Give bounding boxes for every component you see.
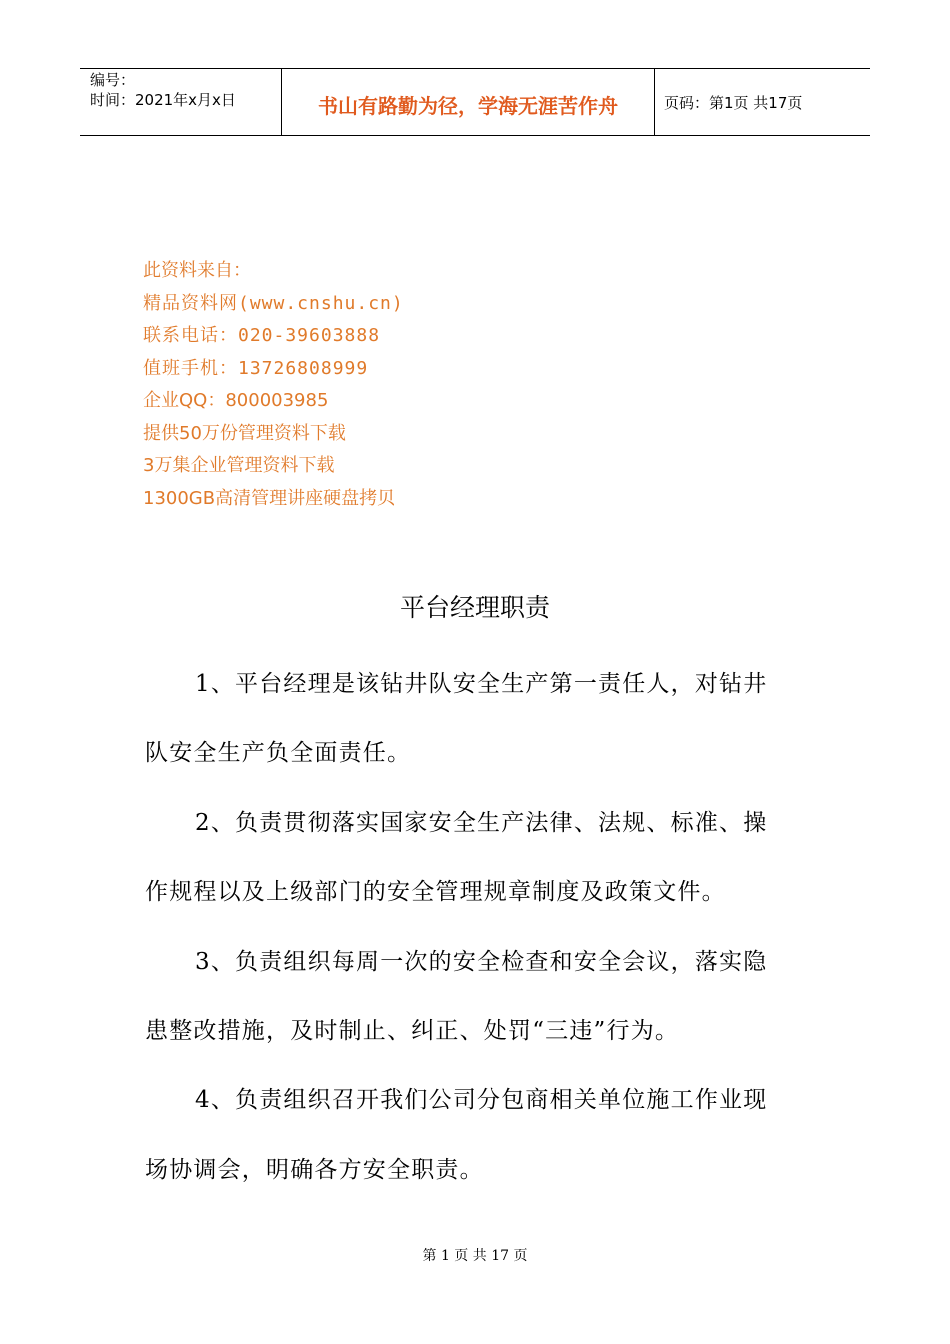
header-top-rule — [80, 68, 870, 69]
promo-line: 此资料来自： — [143, 260, 251, 281]
promo-line: 提供50万份管理资料下载 — [143, 422, 346, 444]
paragraph-line: 患整改措施，及时制止、纠正、处罚“三违”行为。 — [145, 1017, 680, 1044]
header-meta — [90, 70, 236, 110]
promo-block — [143, 255, 404, 515]
promo-line: 精品资料网(www.cnshu.cn) — [143, 292, 404, 314]
promo-line: 3万集企业管理资料下载 — [143, 455, 335, 476]
promo-line: 联系电话：020-39603888 — [143, 325, 381, 346]
body-text — [145, 650, 810, 1205]
paragraph-line: 1、平台经理是该钻井队安全生产第一责任人，对钻井 — [195, 671, 768, 697]
paragraph-line: 队安全生产负全面责任。 — [145, 740, 412, 767]
promo-line: 值班手机：13726808999 — [143, 357, 369, 379]
paragraph-line: 3、负责组织每周一次的安全检查和安全会议，落实隐 — [195, 948, 768, 975]
page-title: 平台经理职责 — [399, 593, 550, 622]
paragraph-line: 作规程以及上级部门的安全管理规章制度及政策文件。 — [145, 879, 726, 906]
promo-line: 1300GB高清管理讲座硬盘拷贝 — [143, 487, 396, 509]
header-motto: 书山有路勤为径，学海无涯苦作舟 — [318, 94, 618, 118]
paragraph-line: 场协调会，明确各方安全职责。 — [145, 1156, 484, 1183]
paragraph-line: 2、负责贯彻落实国家安全生产法律、法规、标准、操 — [195, 809, 768, 836]
promo-line: 企业QQ：800003985 — [143, 390, 329, 411]
page-footer: 第 1 页 共 17 页 — [422, 1248, 528, 1264]
document-time: 时间：2021年x月x日 — [90, 91, 236, 109]
paragraph-line: 4、负责组织召开我们公司分包商相关单位施工作业现 — [195, 1087, 768, 1114]
header-page-info: 页码：第1页 共17页 — [664, 94, 803, 112]
header-divider — [654, 68, 655, 136]
document-number: 编号： — [90, 71, 136, 89]
header-bottom-rule — [80, 135, 870, 136]
